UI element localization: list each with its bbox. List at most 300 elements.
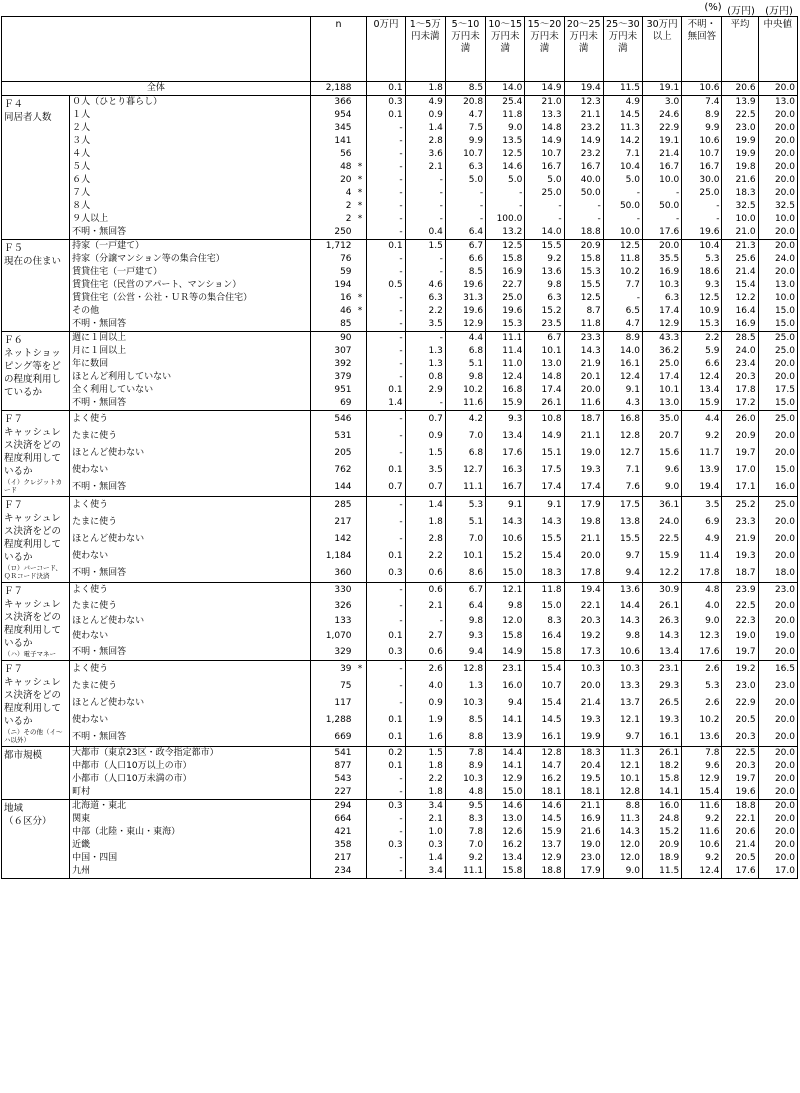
median-cell: 20.0 [758, 852, 797, 865]
pct-cell: 23.2 [564, 148, 603, 161]
table-row [2, 629, 798, 644]
pct-cell: 10.3 [603, 661, 642, 679]
pct-cell: - [405, 397, 445, 411]
group-label [2, 332, 70, 411]
avg-cell: 19.7 [722, 445, 758, 462]
pct-cell: 9.0 [486, 122, 525, 135]
pct-cell: 21.1 [564, 109, 603, 122]
pct-cell: 15.2 [525, 305, 564, 318]
pct-cell: 11.6 [682, 800, 722, 814]
pct-cell: 19.4 [682, 479, 722, 497]
pct-cell: 15.6 [643, 445, 682, 462]
pct-cell: 21.0 [525, 96, 564, 110]
pct-cell: 26.1 [525, 397, 564, 411]
small-sample-mark [354, 497, 367, 515]
pct-cell: 10.6 [603, 645, 642, 661]
small-sample-mark [354, 695, 367, 712]
pct-cell: 6.7 [525, 332, 564, 346]
pct-cell: - [445, 200, 485, 213]
row-label: 町村 [70, 786, 311, 800]
pct-cell: - [367, 865, 405, 879]
row-label: 月に１回以上 [70, 345, 311, 358]
pct-cell: - [367, 332, 405, 346]
pct-cell: 0.6 [405, 565, 445, 583]
pct-cell: 14.8 [525, 371, 564, 384]
pct-cell: - [445, 213, 485, 226]
pct-cell: 4.2 [445, 411, 485, 429]
pct-cell: 12.8 [603, 786, 642, 800]
pct-cell: 1.3 [445, 678, 485, 695]
avg-cell: 22.5 [722, 747, 758, 761]
median-cell: 20.0 [758, 813, 797, 826]
pct-cell: 19.3 [643, 712, 682, 729]
pct-cell: 10.7 [525, 678, 564, 695]
pct-cell: 9.5 [445, 800, 485, 814]
pct-cell: 11.8 [564, 318, 603, 332]
small-sample-mark [354, 760, 367, 773]
avg-cell: 17.1 [722, 479, 758, 497]
table-row [2, 548, 798, 565]
row-n: 541 [310, 747, 353, 761]
table-row [2, 253, 798, 266]
small-sample-mark [354, 839, 367, 852]
pct-cell: 10.3 [445, 773, 485, 786]
pct-cell: 18.8 [564, 226, 603, 240]
pct-cell: 15.4 [525, 695, 564, 712]
median-cell: 16.0 [758, 479, 797, 497]
pct-cell: 8.3 [525, 614, 564, 629]
pct-cell: 15.0 [486, 565, 525, 583]
small-sample-mark [354, 358, 367, 371]
row-label: 週に１回以上 [70, 332, 311, 346]
pct-cell: 12.5 [486, 148, 525, 161]
pct-cell: 11.1 [445, 865, 485, 879]
avg-cell: 16.9 [722, 318, 758, 332]
pct-cell: 18.7 [564, 411, 603, 429]
pct-cell: - [367, 678, 405, 695]
pct-cell: 36.1 [643, 497, 682, 515]
cross-tab-table [1, 16, 798, 879]
row-label: 中国・四国 [70, 852, 311, 865]
pct-cell: 12.9 [445, 318, 485, 332]
pct-cell: 2.1 [405, 813, 445, 826]
pct-cell: 19.3 [564, 462, 603, 479]
median-cell: 23.0 [758, 678, 797, 695]
pct-cell: 17.6 [486, 445, 525, 462]
pct-cell: 11.8 [486, 109, 525, 122]
table-row [2, 96, 798, 110]
pct-cell: 25.4 [486, 96, 525, 110]
pct-cell: 19.0 [564, 839, 603, 852]
pct-cell: 2.2 [405, 305, 445, 318]
pct-cell: 6.3 [643, 292, 682, 305]
pct-cell: 3.5 [405, 462, 445, 479]
pct-cell: 14.5 [525, 712, 564, 729]
pct-cell: 2.2 [682, 332, 722, 346]
pct-cell: 16.7 [525, 161, 564, 174]
pct-cell: 14.7 [525, 760, 564, 773]
pct-cell: 0.1 [367, 629, 405, 644]
pct-cell: 0.4 [405, 226, 445, 240]
pct-cell: 4.9 [603, 96, 642, 110]
avg-cell: 17.0 [722, 462, 758, 479]
avg-cell: 10.0 [722, 213, 758, 226]
pct-cell: 17.5 [525, 462, 564, 479]
pct-cell: 22.5 [643, 531, 682, 548]
pct-cell: 20.3 [564, 614, 603, 629]
table-row [2, 514, 798, 531]
avg-cell: 24.0 [722, 345, 758, 358]
pct-cell: 10.8 [525, 411, 564, 429]
row-n: 194 [310, 279, 353, 292]
pct-cell: 0.1 [367, 240, 405, 254]
pct-cell: 15.4 [682, 786, 722, 800]
row-label: 使わない [70, 548, 311, 565]
pct-cell: 21.1 [564, 800, 603, 814]
avg-cell: 19.9 [722, 135, 758, 148]
pct-cell: 6.9 [682, 514, 722, 531]
row-label: その他 [70, 305, 311, 318]
pct-cell: 1.3 [405, 345, 445, 358]
group-label [2, 661, 70, 747]
pct-cell: - [525, 213, 564, 226]
avg-cell: 19.7 [722, 645, 758, 661]
median-cell: 20.0 [758, 135, 797, 148]
pct-cell: - [367, 371, 405, 384]
row-label: 持家（分譲マンション等の集合住宅） [70, 253, 311, 266]
median-cell: 15.0 [758, 318, 797, 332]
row-n: 762 [310, 462, 353, 479]
pct-cell: 18.6 [682, 266, 722, 279]
avg-cell: 28.5 [722, 332, 758, 346]
table-row [2, 598, 798, 613]
pct-cell: 4.0 [682, 598, 722, 613]
pct-cell: 12.1 [486, 583, 525, 599]
table-row [2, 747, 798, 761]
pct-cell: 15.2 [486, 548, 525, 565]
pct-cell: 14.4 [486, 747, 525, 761]
pct-cell: 12.4 [486, 371, 525, 384]
pct-cell: 8.8 [603, 800, 642, 814]
pct-cell: 10.3 [564, 661, 603, 679]
pct-cell: - [603, 292, 642, 305]
row-label: 小都市（人口10万未満の市） [70, 773, 311, 786]
group-subtitle: （ニ）その他（イ～ハ以外） [4, 728, 63, 744]
row-n: 56 [310, 148, 353, 161]
pct-cell: 3.0 [643, 96, 682, 110]
pct-cell: 14.1 [486, 712, 525, 729]
table-row [2, 428, 798, 445]
small-sample-mark [354, 226, 367, 240]
pct-cell: 0.5 [367, 279, 405, 292]
group-subtitle: （ロ）バーコード、ＱＲコード決済 [4, 564, 62, 580]
pct-cell: 15.5 [525, 531, 564, 548]
avg-cell: 23.3 [722, 514, 758, 531]
pct-cell: 15.1 [525, 445, 564, 462]
pct-cell: 16.3 [486, 462, 525, 479]
pct-cell: 21.1 [564, 531, 603, 548]
pct-cell: 10.4 [682, 240, 722, 254]
pct-cell: 13.7 [603, 695, 642, 712]
pct-cell: 25.0 [643, 358, 682, 371]
pct-cell: 9.7 [603, 729, 642, 747]
pct-cell: 4.9 [405, 96, 445, 110]
group-title: Ｆ７ キャッシュレス決済をどの程度利用しているか [4, 586, 62, 649]
row-label: よく使う [70, 583, 311, 599]
group-title: 都市規模 [4, 750, 43, 761]
pct-cell: 50.0 [603, 200, 642, 213]
pct-cell: 4.0 [405, 678, 445, 695]
table-row [2, 479, 798, 497]
pct-cell: - [486, 187, 525, 200]
pct-cell: 13.2 [486, 226, 525, 240]
pct-cell: 25.0 [682, 187, 722, 200]
pct-cell: 16.1 [525, 729, 564, 747]
avg-cell: 20.3 [722, 371, 758, 384]
row-n: 326 [310, 598, 353, 613]
header-blank [2, 17, 311, 82]
median-cell: 20.0 [758, 226, 797, 240]
row-n: 234 [310, 865, 353, 879]
pct-cell: 6.7 [445, 583, 485, 599]
group-subtitle: （ハ）電子マネー [4, 650, 56, 658]
pct-cell: 12.2 [643, 565, 682, 583]
table-row [2, 266, 798, 279]
pct-cell: 14.3 [603, 826, 642, 839]
pct-cell: 9.0 [603, 865, 642, 879]
pct-cell: 11.8 [525, 583, 564, 599]
median-cell: 15.0 [758, 305, 797, 318]
pct-cell: 10.2 [445, 384, 485, 397]
pct-cell: 10.1 [525, 345, 564, 358]
median-cell: 20.0 [758, 645, 797, 661]
pct-cell: - [367, 161, 405, 174]
pct-cell: 17.4 [564, 479, 603, 497]
row-n: 546 [310, 411, 353, 429]
table-row [2, 411, 798, 429]
avg-cell: 20.3 [722, 760, 758, 773]
row-n: 20 [310, 174, 353, 187]
row-n: 142 [310, 531, 353, 548]
median-cell: 13.0 [758, 96, 797, 110]
median-cell: 20.0 [758, 531, 797, 548]
pct-cell: - [643, 187, 682, 200]
pct-cell: - [367, 598, 405, 613]
median-cell: 20.0 [758, 747, 797, 761]
pct-cell: 23.5 [525, 318, 564, 332]
pct-cell: 4.6 [405, 279, 445, 292]
pct-cell: 9.9 [445, 135, 485, 148]
table-row [2, 292, 798, 305]
pct-cell: 12.8 [603, 428, 642, 445]
pct-cell: 18.3 [525, 565, 564, 583]
small-sample-mark [354, 345, 367, 358]
median-cell: 20.0 [758, 122, 797, 135]
pct-cell: 2.9 [405, 384, 445, 397]
pct-cell: 6.3 [445, 161, 485, 174]
avg-cell: 26.0 [722, 411, 758, 429]
pct-cell: - [564, 213, 603, 226]
total-cell: 1.8 [405, 82, 445, 96]
pct-cell: 14.4 [603, 598, 642, 613]
row-n: 951 [310, 384, 353, 397]
row-n: 329 [310, 645, 353, 661]
pct-cell: 14.6 [486, 800, 525, 814]
total-cell: 19.4 [564, 82, 603, 96]
small-sample-mark [354, 397, 367, 411]
pct-cell: 8.7 [564, 305, 603, 318]
pct-cell: 11.3 [603, 747, 642, 761]
small-sample-mark [354, 462, 367, 479]
pct-cell: 26.1 [643, 747, 682, 761]
pct-cell: 12.5 [486, 240, 525, 254]
small-sample-mark [354, 514, 367, 531]
pct-cell: 23.1 [486, 661, 525, 679]
row-label: 不明・無回答 [70, 565, 311, 583]
pct-cell: 19.5 [564, 773, 603, 786]
pct-cell: 17.5 [603, 497, 642, 515]
table-row [2, 813, 798, 826]
group-label [2, 240, 70, 332]
avg-unit: (万円) [727, 6, 755, 17]
header-col: 不明・無回答 [682, 17, 722, 82]
pct-cell: 14.9 [525, 428, 564, 445]
pct-cell: 17.8 [682, 565, 722, 583]
pct-cell: 18.1 [564, 786, 603, 800]
pct-cell: - [445, 187, 485, 200]
row-label: ほとんど使わない [70, 695, 311, 712]
avg-cell: 21.9 [722, 531, 758, 548]
pct-cell: - [405, 614, 445, 629]
pct-cell: 13.0 [643, 397, 682, 411]
pct-cell: 13.6 [525, 266, 564, 279]
pct-cell: 14.3 [603, 614, 642, 629]
row-label: ６人 [70, 174, 311, 187]
pct-cell: 15.9 [643, 548, 682, 565]
row-n: 48 [310, 161, 353, 174]
pct-cell: 6.6 [445, 253, 485, 266]
group-label [2, 497, 70, 583]
row-label: ほとんど利用していない [70, 371, 311, 384]
pct-cell: 14.5 [603, 109, 642, 122]
pct-cell: 13.8 [603, 514, 642, 531]
row-n: 294 [310, 800, 353, 814]
median-cell: 20.0 [758, 109, 797, 122]
row-n: 117 [310, 695, 353, 712]
pct-cell: 5.3 [682, 253, 722, 266]
pct-cell: 10.0 [643, 174, 682, 187]
pct-cell: 18.2 [643, 760, 682, 773]
avg-cell: 13.9 [722, 96, 758, 110]
pct-cell: 7.1 [603, 462, 642, 479]
pct-cell: 13.7 [525, 839, 564, 852]
pct-cell: 35.0 [643, 411, 682, 429]
row-label: 使わない [70, 629, 311, 644]
median-cell: 20.0 [758, 266, 797, 279]
header-col: 30万円以上 [643, 17, 682, 82]
pct-cell: 2.8 [405, 135, 445, 148]
avg-cell: 23.0 [722, 678, 758, 695]
pct-cell: 22.9 [643, 122, 682, 135]
pct-cell: 4.7 [603, 318, 642, 332]
median-cell: 24.0 [758, 253, 797, 266]
pct-cell: 12.0 [603, 839, 642, 852]
median-cell: 10.0 [758, 292, 797, 305]
pct-cell: 7.1 [603, 148, 642, 161]
pct-cell: 10.1 [643, 384, 682, 397]
table-row [2, 135, 798, 148]
row-label: ほとんど使わない [70, 445, 311, 462]
pct-cell: 17.9 [564, 865, 603, 879]
header-avg: 平均 [722, 17, 758, 82]
pct-cell: 12.1 [603, 712, 642, 729]
table-row [2, 109, 798, 122]
pct-cell: 8.9 [445, 760, 485, 773]
small-sample-mark [354, 384, 367, 397]
table-row [2, 678, 798, 695]
small-sample-mark: * [354, 661, 367, 679]
pct-cell: 19.6 [445, 305, 485, 318]
avg-cell: 15.4 [722, 279, 758, 292]
row-n: 285 [310, 497, 353, 515]
pct-cell: - [367, 583, 405, 599]
row-n: 877 [310, 760, 353, 773]
pct-cell: 2.7 [405, 629, 445, 644]
pct-cell: 26.3 [643, 614, 682, 629]
pct-cell: 11.4 [682, 548, 722, 565]
row-label: 年に数回 [70, 358, 311, 371]
pct-cell: 5.9 [682, 345, 722, 358]
median-cell: 20.0 [758, 428, 797, 445]
median-cell: 19.0 [758, 629, 797, 644]
group-title: Ｆ７ キャッシュレス決済をどの程度利用しているか [4, 500, 62, 563]
pct-cell: 20.0 [564, 678, 603, 695]
pct-cell: 16.7 [682, 161, 722, 174]
pct-cell: 9.1 [486, 497, 525, 515]
row-label: たまに使う [70, 598, 311, 613]
pct-cell: 1.4 [405, 122, 445, 135]
pct-cell: 18.1 [525, 786, 564, 800]
pct-cell: 9.2 [682, 813, 722, 826]
avg-cell: 12.2 [722, 292, 758, 305]
pct-cell: 21.4 [564, 695, 603, 712]
pct-cell: 50.0 [564, 187, 603, 200]
row-label: 関東 [70, 813, 311, 826]
small-sample-mark [354, 445, 367, 462]
total-cell: 11.5 [603, 82, 642, 96]
pct-cell: 20.8 [445, 96, 485, 110]
pct-cell: - [367, 187, 405, 200]
small-sample-mark: * [354, 187, 367, 200]
pct-cell: 14.9 [525, 135, 564, 148]
row-label: 不明・無回答 [70, 645, 311, 661]
table-row [2, 531, 798, 548]
pct-cell: 16.1 [603, 358, 642, 371]
table-row [2, 213, 798, 226]
median-cell: 20.0 [758, 445, 797, 462]
avg-cell: 22.3 [722, 614, 758, 629]
table-row [2, 852, 798, 865]
median-cell: 20.0 [758, 548, 797, 565]
table-row [2, 462, 798, 479]
pct-cell: 11.0 [486, 358, 525, 371]
pct-cell: 43.3 [643, 332, 682, 346]
pct-cell: 4.7 [445, 109, 485, 122]
row-label: 全く利用していない [70, 384, 311, 397]
pct-cell: - [405, 332, 445, 346]
pct-cell: 14.1 [643, 786, 682, 800]
table-row [2, 279, 798, 292]
